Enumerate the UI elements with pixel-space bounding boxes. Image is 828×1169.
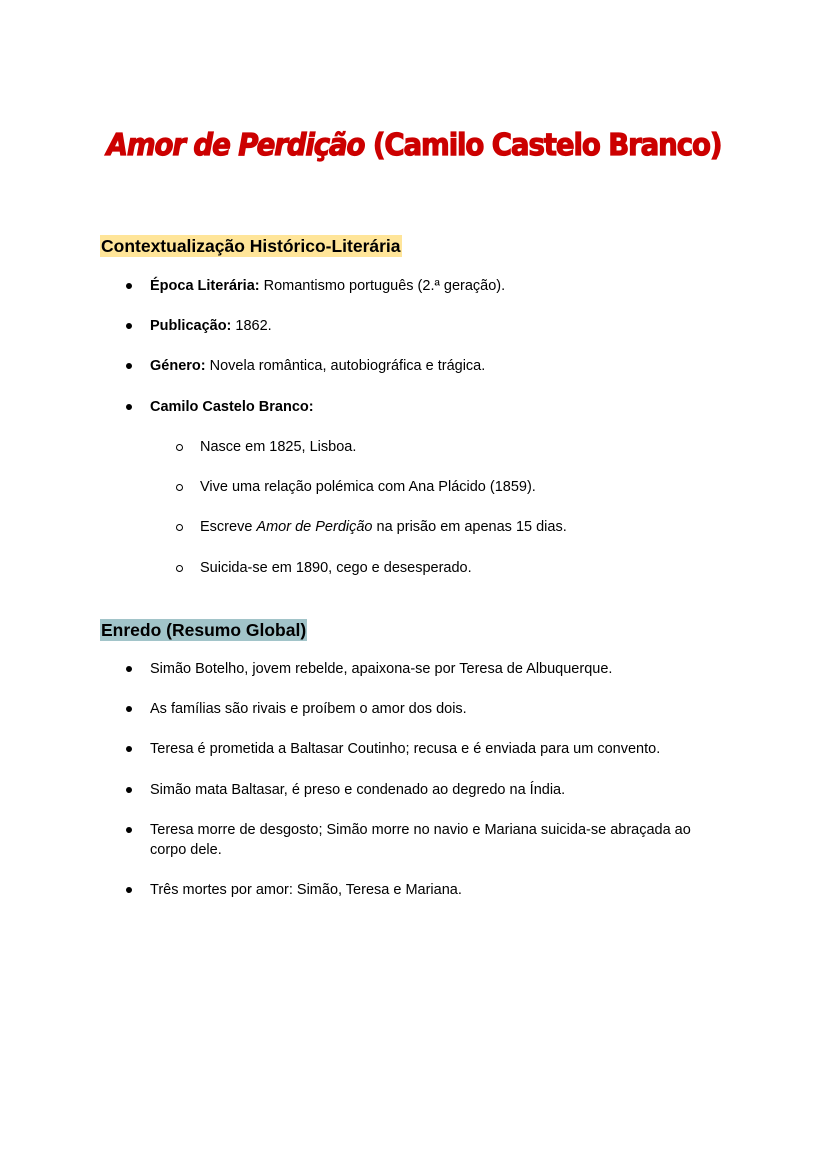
title-author: (Camilo Castelo Branco) bbox=[364, 128, 722, 163]
item-text: 1862. bbox=[231, 318, 272, 334]
sub-item-text-pre: Escreve bbox=[200, 519, 257, 535]
bullet-disc-icon bbox=[126, 787, 132, 793]
item-text: Simão Botelho, jovem rebelde, apaixona-se por Teresa de Albuquerque. bbox=[150, 661, 613, 677]
sub-item-book-title: Amor de Perdição bbox=[256, 519, 373, 535]
item-label: Camilo Castelo Branco: bbox=[150, 399, 314, 415]
bullet-disc-icon bbox=[126, 283, 132, 289]
item-text: Três mortes por amor: Simão, Teresa e Mariana. bbox=[150, 882, 462, 898]
bullet-disc-icon bbox=[126, 323, 132, 329]
item-text: Teresa é prometida a Baltasar Coutinho; recusa e é enviada para um convento. bbox=[150, 741, 661, 757]
section-heading-context: Contextualização Histórico-Literária bbox=[101, 236, 401, 256]
section-heading-enredo: Enredo (Resumo Global) bbox=[101, 620, 307, 640]
bullet-circle-icon bbox=[176, 444, 183, 451]
sub-item-text: Nasce em 1825, Lisboa. bbox=[200, 439, 357, 455]
item-text: Novela romântica, autobiográfica e trágica. bbox=[205, 358, 486, 374]
item-text: Romantismo português (2.ª geração). bbox=[259, 278, 506, 294]
bullet-circle-icon bbox=[176, 565, 183, 572]
bullet-circle-icon bbox=[176, 524, 183, 531]
sub-item-text: Suicida-se em 1890, cego e desesperado. bbox=[200, 560, 472, 576]
item-label: Publicação: bbox=[150, 318, 232, 334]
sub-item-text-post: na prisão em apenas 15 dias. bbox=[372, 519, 567, 535]
bullet-disc-icon bbox=[126, 363, 132, 369]
bullet-circle-icon bbox=[176, 484, 183, 491]
bullet-disc-icon bbox=[126, 404, 132, 410]
item-text: Simão mata Baltasar, é preso e condenado ao degredo na Índia. bbox=[150, 782, 566, 798]
bullet-disc-icon bbox=[126, 887, 132, 893]
item-text: As famílias são rivais e proíbem o amor dos dois. bbox=[150, 701, 467, 717]
bullet-disc-icon bbox=[126, 666, 132, 672]
bullet-disc-icon bbox=[126, 706, 132, 712]
item-text: Teresa morre de desgosto; Simão morre no navio e Mariana suicida-se abraçada ao corpo dele. bbox=[150, 822, 691, 858]
item-label: Época Literária: bbox=[150, 278, 260, 294]
bullet-disc-icon bbox=[126, 746, 132, 752]
sub-item-text: Vive uma relação polémica com Ana Plácido (1859). bbox=[200, 479, 536, 495]
title-book-name: Amor de Perdição bbox=[106, 128, 365, 163]
item-label: Género: bbox=[150, 358, 206, 374]
document-title bbox=[33, 124, 795, 168]
bullet-disc-icon bbox=[126, 827, 132, 833]
